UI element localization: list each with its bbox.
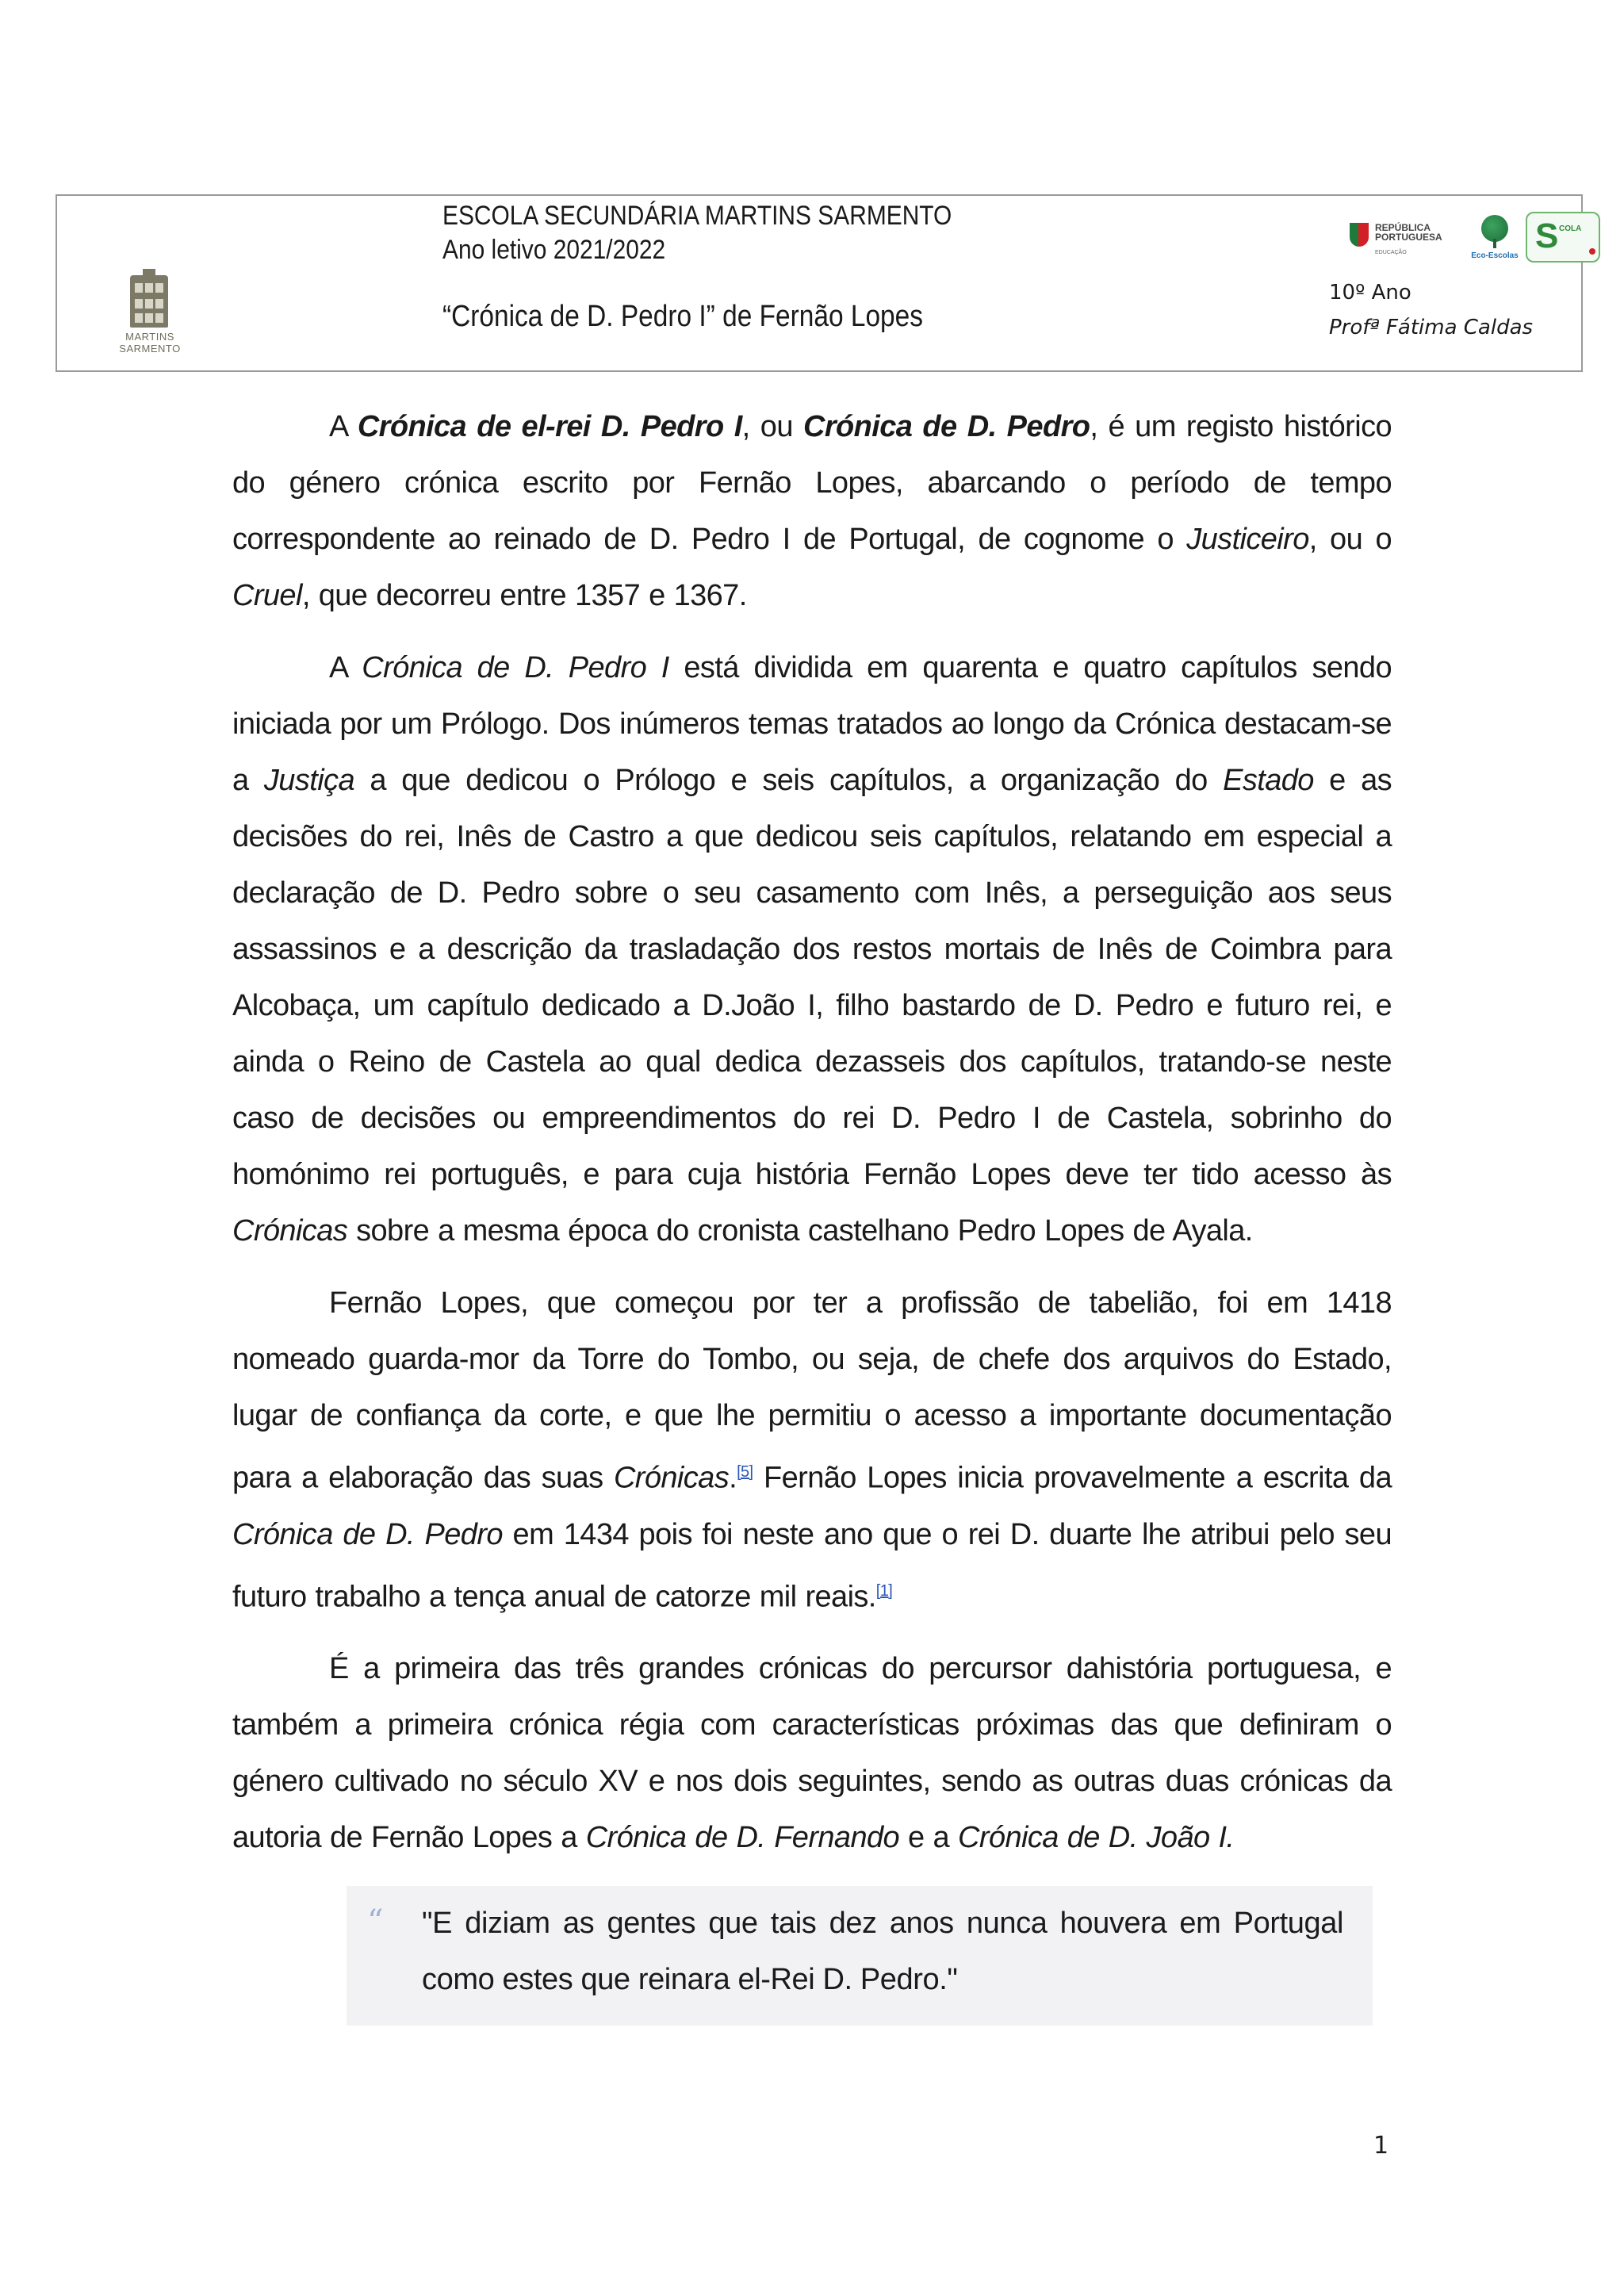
- educacao-text: EDUCAÇÃO: [1375, 250, 1407, 255]
- page-number: 1: [1373, 2132, 1389, 2160]
- portugal-shield-icon: [1350, 223, 1369, 247]
- bold-italic-title: Crónica de el-rei D. Pedro I: [357, 410, 742, 443]
- italic-text: Crónica de D. Pedro: [232, 1517, 503, 1551]
- footnote-reference-link[interactable]: [5]: [737, 1463, 753, 1481]
- school-year: Ano letivo 2021/2022: [442, 235, 666, 265]
- italic-text: Crónica de D. Fernando: [585, 1821, 900, 1855]
- text-segment: e a: [899, 1821, 959, 1855]
- subject-title: “Crónica de D. Pedro I” de Fernão Lopes: [442, 300, 923, 333]
- text-segment: a que dedicou o Prólogo e seis capítulos, a organização do: [354, 764, 1224, 797]
- tree-icon: [1481, 215, 1508, 242]
- paragraph-2: [232, 640, 1392, 1259]
- republica-portuguesa-badge: [1350, 223, 1461, 263]
- text-segment: Fernão Lopes, que começou por ter a profissão de tabelião, foi em 1418 nomeado guarda-mor da Torre do Tombo, ou seja, de chefe dos arquivos do Estado, lugar de confiança da corte, e que lhe permitiu o acesso a importante documentação para a elaboração das suas: [232, 1286, 1392, 1495]
- paragraph-4: [232, 1641, 1392, 1866]
- logo-text: MARTINS SARMENTO: [119, 331, 181, 355]
- italic-text: Cruel: [232, 579, 302, 612]
- red-dot-icon: [1589, 248, 1595, 255]
- text-segment: .: [729, 1461, 737, 1495]
- text-segment: Fernão Lopes inicia provavelmente a escrita da: [753, 1461, 1392, 1495]
- italic-text: Justiceiro: [1186, 523, 1309, 556]
- text-segment: , é um registo histórico do género crónica escrito por Fernão Lopes, abarcando o período de tempo correspondente ao reinado de D. Pedro I de Portugal, de cognome o: [232, 410, 1392, 556]
- quote-block: [347, 1886, 1373, 2026]
- republica-text: REPÚBLICA PORTUGUESA: [1375, 222, 1442, 243]
- school-name: ESCOLA SECUNDÁRIA MARTINS SARMENTO: [442, 201, 952, 231]
- eco-escolas-text: Eco-Escolas: [1471, 251, 1519, 260]
- quote-text: "E diziam as gentes que tais dez anos nunca houvera em Portugal como estes que reinara el-Rei D. Pedro.": [422, 1907, 1343, 1996]
- paragraph-1: [232, 399, 1392, 624]
- text-segment: , ou o: [1308, 523, 1392, 556]
- italic-text: Estado: [1223, 764, 1314, 797]
- text-segment: sobre a mesma época do cronista castelhano Pedro Lopes de Ayala.: [347, 1214, 1253, 1248]
- text-segment: está dividida em quarenta e quatro capítulos sendo iniciada por um Prólogo. Dos inúmeros temas tratados ao longo da Crónica destacam-se a: [232, 651, 1392, 797]
- text-segment: em 1434 pois foi neste ano que o rei D. duarte lhe atribui pelo seu futuro trabalho a tença anual de catorze mil reais.: [232, 1517, 1392, 1614]
- footnote-reference-link[interactable]: [1]: [875, 1581, 893, 1600]
- italic-text: Crónicas: [232, 1214, 348, 1248]
- teacher-name: Profª Fátima Caldas: [1329, 316, 1534, 339]
- text-segment: , que decorreu entre 1357 e 1367.: [301, 579, 747, 612]
- italic-text: Crónica de D. Pedro I: [362, 651, 669, 684]
- paragraph-3: [232, 1275, 1392, 1625]
- bold-italic-title: Crónica de D. Pedro: [803, 410, 1090, 443]
- text-segment: , ou: [741, 410, 803, 443]
- text-segment: e as decisões do rei, Inês de Castro a que dedicou seis capítulos, relatando em especial a declaração de D. Pedro sobre o seu casamento com Inês, a perseguição aos seus assassinos e a descrição da trasladação dos restos mortais de Inês de Coimbra para Alcobaça, um capítulo dedicado a D.João I, filho bastardo de D. Pedro e futuro rei, e ainda o Reino de Castela ao qual dedica dezasseis dos capítulos, tratando-se neste caso de decisões ou empreendimentos do rei D. Pedro I de Castela, sobrinho do homónimo rei português, e para cuja história Fernão Lopes deve ter tido acesso às: [232, 764, 1392, 1191]
- grade-label: 10º Ano: [1329, 281, 1411, 305]
- escola-badge-letter: S: [1535, 217, 1559, 255]
- eco-escolas-badge: [1469, 215, 1519, 263]
- escola-badge: [1526, 212, 1600, 263]
- italic-text: Justiça: [263, 764, 354, 797]
- italic-text: Crónica de D. João I.: [958, 1821, 1235, 1855]
- text-segment: É a primeira das três grandes crónicas do percursor dahistória portuguesa, e também a primeira crónica régia com características próximas das que definiram o género cultivado no século XV e nos dois seguintes, sendo as outras duas crónicas da autoria de Fernão Lopes a: [232, 1652, 1392, 1855]
- text-segment: A: [329, 410, 358, 443]
- document-body: [232, 399, 1392, 1882]
- text-segment: A: [329, 651, 362, 684]
- school-logo: [98, 275, 201, 362]
- escola-badge-text: COLA: [1559, 224, 1582, 233]
- italic-text: Crónicas: [613, 1461, 730, 1495]
- document-header: [56, 194, 1583, 372]
- institution-badges: [1350, 212, 1580, 267]
- class-info: [1329, 275, 1567, 345]
- school-crest-icon: [130, 275, 168, 328]
- quote-mark-icon: “: [367, 1903, 384, 1940]
